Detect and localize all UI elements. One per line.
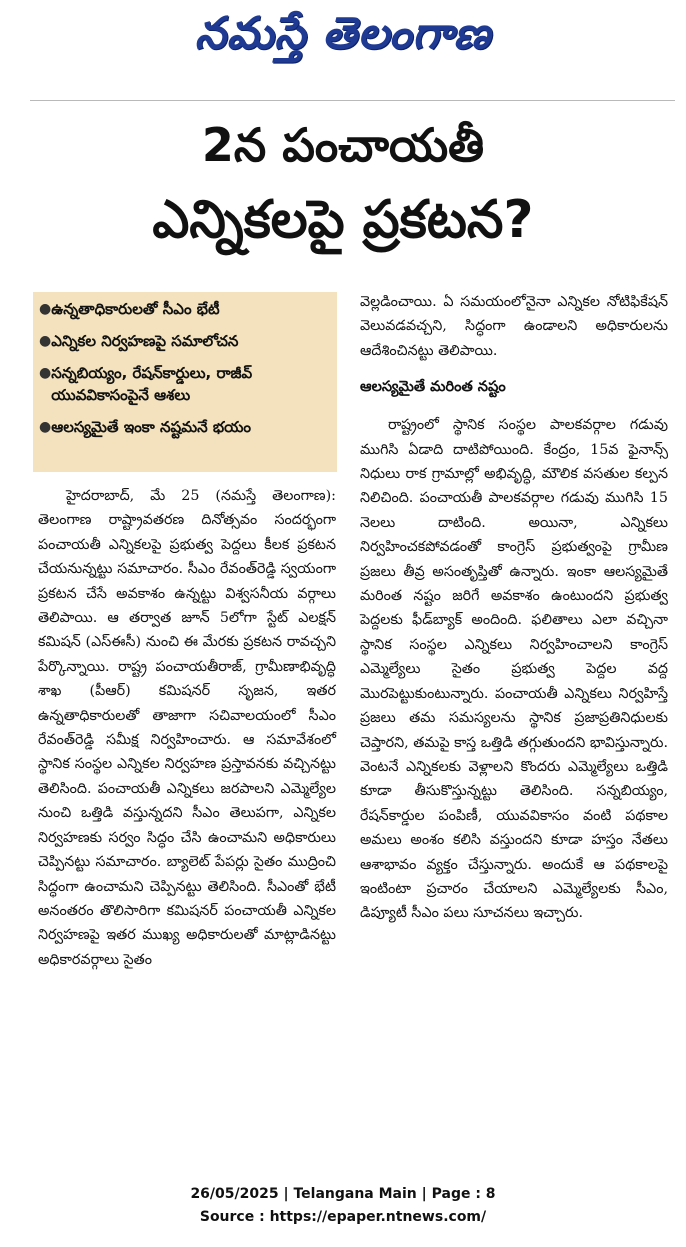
headline-line-1: 2న పంచాయతీ [201, 118, 485, 172]
headline-line-2: ఎన్నికలపై ప్రకటన? [152, 190, 534, 250]
article-paragraph: రాష్ట్రంలో స్థానిక సంస్థల పాలకవర్గాల గడువు ముగిసి ఏడాది దాటిపోయింది. కేంద్రం, 15వ ఫైనాన్స్ నిధులు రాక గ్రామాల్లో అభివృద్ధి, మౌలిక వసతుల కల్పన నిలిచింది. పంచాయతీ పాలకవర్గాల గడువు ముగిసి 15 నెలలు దాటింది. అయినా, ఎన్నికలు నిర్వహించకపోవడంతో కాంగ్రెస్ ప్రభుత్వంపై గ్రామీణ ప్రజలు తీవ్ర అసంతృప్తితో ఉన్నారు. ఇంకా ఆలస్యమైతే మరింత నష్టం జరిగే అవకాశం ఉంటుందని ప్రభుత్వ పెద్దలకు ఫీడ్‌బ్యాక్ అందింది. ఫలితాలు ఎలా వచ్చినా స్థానిక సంస్థల ఎన్నికలు నిర్వహించాలని కాంగ్రెస్ ఎమ్మెల్యేలు సైతం ప్రభుత్వ పెద్దల వద్ద మొరపెట్టుకుంటున్నారు. పంచాయతీ ఎన్నికలు నిర్వహిస్తే ప్రజలు తమ సమస్యలను స్థానిక ప్రజాప్రతినిధులకు చెప్తారని, తమపై కాస్త ఒత్తిడి తగ్గుతుందని భావిస్తున్నారు. వెంటనే ఎన్నికలకు వెళ్లాలని కొందరు ఎమ్మెల్యేలు ఒత్తిడి కూడా తీసుకొస్తున్నట్టు తెలిసింది. సన్నబియ్యం, రేషన్‌కార్డుల పంపిణీ, యువవికాసం వంటి పథకాల అమలు అంశం కలిసి వస్తుందని కూడా హస్తం నేతలు ఆశాభావం వ్యక్తం చేస్తున్నారు. అందుకే ఆ పథకాలపై ఇంటింటా ప్రచారం చేయాలని ఎమ్మెల్యేలకు సీఎం, డిప్యూటీ సీఎం పలు సూచనలు ఇచ్చారు. [360, 417, 668, 922]
highlight-text: ఉన్నతాధికారులతో సీఎం భేటీ [51, 300, 220, 318]
highlight-text: సన్నబియ్యం, రేషన్‌కార్డులు, రాజీవ్ యువవికాసంపైనే ఆశలు [51, 364, 253, 404]
highlight-item [39, 416, 331, 438]
highlights-box [33, 292, 337, 472]
masthead-divider [30, 100, 675, 101]
highlight-item [39, 362, 331, 406]
bullet-icon: ● [39, 365, 52, 381]
article-paragraph: వెల్లడించాయి. ఏ సమయంలోనైనా ఎన్నికల నోటిఫికేషన్ వెలువడవచ్చని, సిద్ధంగా ఉండాలని అధికారులను ఆదేశించినట్టు తెలిపాయి. [360, 294, 668, 359]
article-column-right [360, 290, 668, 926]
article-column-left [38, 484, 336, 972]
footer-dateline: 26/05/2025 | Telangana Main | Page : 8 [190, 1186, 496, 1202]
bullet-icon: ● [39, 333, 52, 349]
highlight-text: ఎన్నికల నిర్వహణపై సమాలోచన [51, 332, 239, 350]
masthead-logo: నమస్తే తెలంగాణ [194, 8, 492, 59]
article-subheading: ఆలస్యమైతే మరింత నష్టం [360, 379, 506, 396]
bullet-icon: ● [39, 301, 52, 317]
highlight-item [39, 298, 331, 320]
article-paragraph: హైదరాబాద్, మే 25 (నమస్తే తెలంగాణ): తెలంగాణ రాష్ట్రావతరణ దినోత్సవం సందర్భంగా పంచాయతీ ఎన్నికలపై ప్రభుత్వ పెద్దలు కీలక ప్రకటన చేయనున్నట్టు సమాచారం. సీఎం రేవంత్‌రెడ్డి స్వయంగా ప్రకటన చేసే అవకాశం ఉన్నట్టు విశ్వసనీయ వర్గాలు తెలిపాయి. ఆ తర్వాత జూన్ 5లోగా స్టేట్ ఎలక్షన్ కమిషన్ (ఎస్‌ఈసీ) నుంచి ఈ మేరకు ప్రకటన రావచ్చని పేర్కొన్నాయి. రాష్ట్ర పంచాయతీరాజ్, గ్రామీణాభివృద్ధి శాఖ (పీఆర్) కమిషనర్ సృజన, ఇతర ఉన్నతాధికారులతో తాజాగా సచివాలయంలో సీఎం రేవంత్‌రెడ్డి సమీక్ష నిర్వహించారు. ఆ సమావేశంలో స్థానిక సంస్థల ఎన్నికల నిర్వహణ ప్రస్తావనకు వచ్చినట్టు తెలిసింది. పంచాయతీ ఎన్నికలు జరపాలని ఎమ్మెల్యేల నుంచి ఒత్తిడి వస్తున్నదని సీఎం తెలుపగా, ఎన్నికల నిర్వహణకు సర్వం సిద్ధం చేసి ఉంచామని అధికారులు చెప్పినట్టు సమాచారం. బ్యాలెట్ పేపర్లు సైతం ముద్రించి సిద్ధంగా ఉంచామని చెప్పినట్టు తెలిసింది. సీఎంతో భేటీ అనంతరం తొలిసారిగా కమిషనర్ పంచాయతీ ఎన్నికల నిర్వహణపై ఇతర ముఖ్య అధికారులతో మాట్లాడినట్టు అధికారవర్గాలు సైతం [38, 488, 336, 968]
bullet-icon: ● [39, 419, 52, 435]
footer-source: Source : https://epaper.ntnews.com/ [199, 1209, 487, 1225]
highlight-item [39, 330, 331, 352]
highlight-text: ఆలస్యమైతే ఇంకా నష్టమనే భయం [51, 418, 251, 436]
